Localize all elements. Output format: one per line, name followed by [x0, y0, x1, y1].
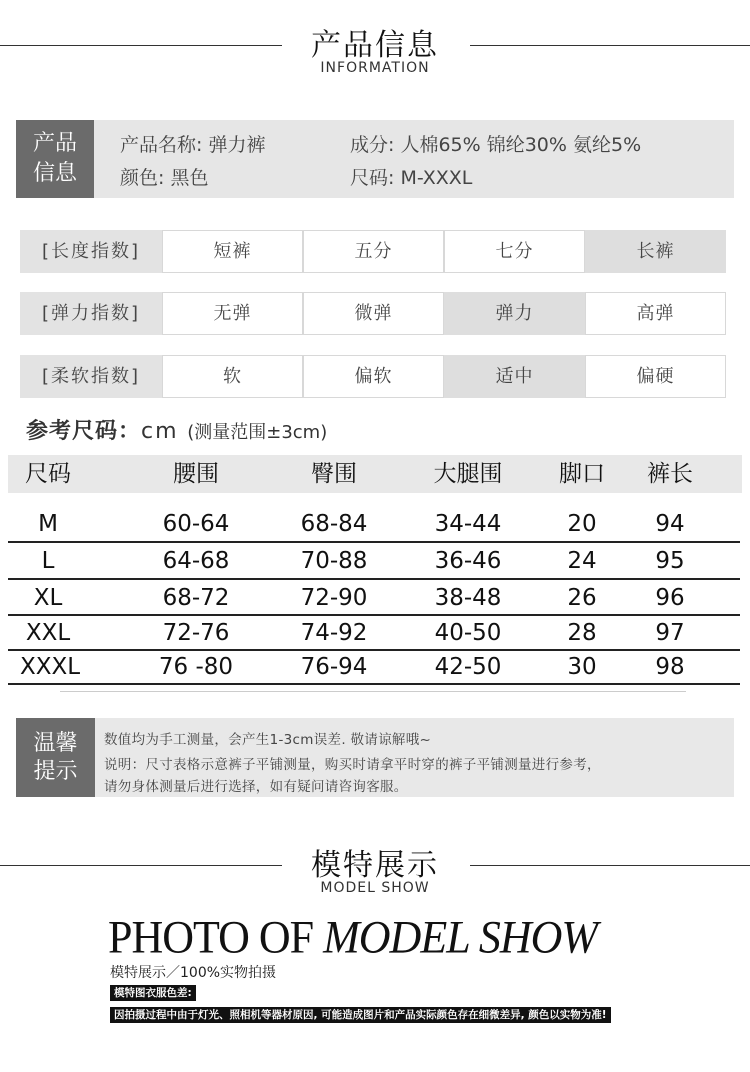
cell-hip: 76-94: [300, 654, 368, 680]
tips-label: [16, 718, 95, 797]
tips-line2: 说明：尺寸表格示意裤子平铺测量，购买时请拿平时穿的裤子平铺测量进行参考，: [104, 757, 601, 773]
elastic-index-row: [20, 292, 727, 335]
cell-size: L: [41, 548, 55, 574]
section-title-model: 模特展示: [311, 848, 439, 883]
elastic-option-high: 高弹: [585, 292, 726, 335]
product-info-label: [16, 120, 94, 198]
cell-hip: 70-88: [300, 548, 368, 574]
cell-hem: 30: [567, 654, 597, 680]
cell-hem: 26: [567, 585, 597, 611]
softness-index-row: [20, 355, 727, 398]
col-header-waist: 腰围: [173, 461, 219, 487]
cell-thigh: 36-46: [434, 548, 502, 574]
cell-length: 98: [655, 654, 685, 680]
length-option-shorts: 短裤: [162, 230, 303, 273]
product-info-label-line2: 信息: [32, 161, 77, 186]
model-caption: 模特展示／100%实物拍摄: [110, 965, 277, 981]
color-diff-tag: 模特图衣服色差:: [110, 985, 196, 1001]
tips-label-line1: 温馨: [33, 731, 78, 756]
cell-hem: 20: [567, 511, 597, 537]
cell-waist: 64-68: [162, 548, 230, 574]
photo-of-text: PHOTO OF: [108, 911, 324, 964]
softness-index-label: [柔软指数]: [20, 355, 162, 398]
cell-size: M: [38, 511, 58, 537]
softness-option-soft: 软: [162, 355, 303, 398]
reference-title-text: 参考尺码：: [26, 419, 142, 444]
cell-size: XL: [33, 585, 63, 611]
cell-length: 96: [655, 585, 685, 611]
size-table-header: [8, 455, 742, 493]
tips-line1: 数值均为手工测量，会产生1-3cm误差. 敬请谅解哦~: [104, 732, 432, 748]
table-row: [8, 506, 742, 542]
cell-thigh: 38-48: [434, 585, 502, 611]
cell-size: XXXL: [19, 654, 81, 680]
cell-thigh: 34-44: [434, 511, 502, 537]
elastic-index-label: [弹力指数]: [20, 292, 162, 335]
cell-hip: 68-84: [300, 511, 368, 537]
product-info-label-line1: 产品: [32, 131, 77, 156]
elastic-option-slight: 微弹: [303, 292, 444, 335]
reference-note: (测量范围±3cm): [187, 422, 328, 443]
cell-hip: 74-92: [300, 620, 368, 646]
section-title-info: 产品信息: [311, 28, 439, 63]
table-bottom-rule: [60, 691, 686, 692]
col-header-hem: 脚口: [559, 461, 605, 487]
length-option-seven: 七分: [444, 230, 585, 273]
product-color: 颜色: 黑色: [120, 167, 209, 189]
table-row: [8, 615, 742, 651]
section-subtitle-model: MODEL SHOW: [320, 880, 430, 896]
cell-length: 95: [655, 548, 685, 574]
cell-waist: 76 -80: [158, 654, 234, 680]
product-material: 成分: 人棉65% 锦纶30% 氨纶5%: [350, 134, 642, 156]
table-row: [8, 543, 742, 579]
cell-length: 97: [655, 620, 685, 646]
table-row: [8, 649, 742, 685]
elastic-option-none: 无弹: [162, 292, 303, 335]
model-show-text: MODEL SHOW: [323, 911, 598, 964]
cell-hem: 24: [567, 548, 597, 574]
cell-thigh: 42-50: [434, 654, 502, 680]
tips-label-line2: 提示: [33, 759, 78, 784]
length-index-label: [长度指数]: [20, 230, 162, 273]
length-index-row: [20, 230, 727, 273]
product-name: 产品名称: 弹力裤: [120, 134, 266, 156]
product-size: 尺码: M-XXXL: [350, 167, 473, 189]
length-option-long: 长裤: [585, 230, 726, 273]
section-subtitle-info: INFORMATION: [320, 60, 430, 76]
cell-waist: 60-64: [162, 511, 230, 537]
row-divider: [8, 683, 740, 685]
cell-thigh: 40-50: [434, 620, 502, 646]
col-header-length: 裤长: [647, 461, 693, 487]
cell-waist: 72-76: [162, 620, 230, 646]
reference-size-title: [26, 414, 327, 445]
cell-hip: 72-90: [300, 585, 368, 611]
col-header-thigh: 大腿围: [433, 461, 503, 487]
cell-hem: 28: [567, 620, 597, 646]
softness-option-slightly-soft: 偏软: [303, 355, 444, 398]
product-info-box: [16, 120, 734, 198]
col-header-size: 尺码: [25, 461, 71, 487]
tips-box: [16, 718, 734, 797]
cell-length: 94: [655, 511, 685, 537]
softness-option-medium: 适中: [444, 355, 585, 398]
cell-waist: 68-72: [162, 585, 230, 611]
reference-unit: cm: [141, 419, 179, 444]
elastic-option-elastic: 弹力: [444, 292, 585, 335]
color-diff-note: 因拍摄过程中由于灯光、照相机等器材原因, 可能造成图片和产品实际颜色存在细微差异, 颜色以实物为准!: [110, 1007, 611, 1023]
tips-line3: 请勿身体测量后进行选择，如有疑问请咨询客服。: [104, 779, 408, 795]
length-option-half: 五分: [303, 230, 444, 273]
softness-option-firm: 偏硬: [585, 355, 726, 398]
cell-size: XXL: [25, 620, 71, 646]
table-row: [8, 580, 742, 616]
photo-of-model-show-heading: [108, 911, 597, 965]
col-header-hip: 臀围: [311, 461, 357, 487]
